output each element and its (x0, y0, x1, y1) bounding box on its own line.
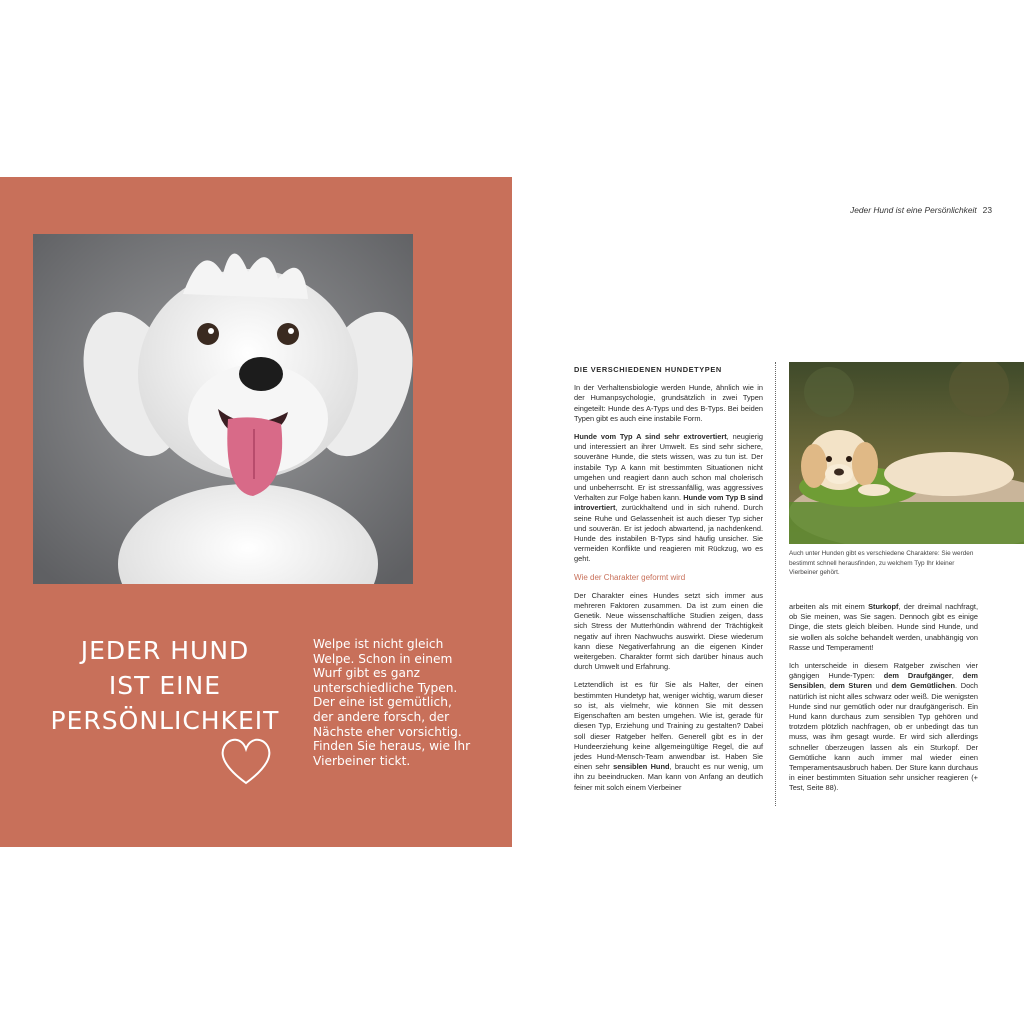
paragraph-types (574, 432, 763, 565)
white-dog-photo (33, 234, 413, 584)
text-column-right (789, 602, 978, 802)
column-divider (775, 362, 776, 806)
text-stubborn-a: arbeiten als mit einem (789, 602, 869, 611)
heart-icon (216, 733, 276, 789)
white-dog-illustration (33, 234, 413, 584)
golden-puppy-photo (789, 362, 1024, 544)
chapter-intro: Welpe ist nicht gleich Welpe. Schon in einem Wurf gibt es ganz unterschiedliche Typen. Der eine ist gemütlich, der andere forsch, der Nächste eher vorsichtig. Finden Sie heraus, wie Ihr Vierbeiner tickt. (313, 637, 471, 768)
chapter-title-line-1: JEDER HUND (80, 636, 250, 665)
separator-2: , (823, 681, 830, 691)
paragraph-intro: In der Verhaltensbiologie werden Hunde, ähnlich wie in der Humanpsychologie, grundsätzlich in zwei Typen eingeteilt: Hunde des A-Typs und des B-Typs. Bei beiden Typen gibt es auch eine instabile Form. (574, 383, 763, 423)
bold-easygoing: dem Gemütlichen (891, 681, 956, 691)
page-number: 23 (982, 205, 992, 215)
bold-type-a: Hunde vom Typ A sind sehr extrovertiert (574, 432, 727, 442)
subheading: Wie der Charakter geformt wird (574, 572, 686, 582)
bold-stubborn: Sturkopf (868, 602, 899, 611)
text-owner-b: , braucht es nur wenig, um ihn zu beeindrucken. Man kann von Anfang an deutlich feiner mit solch einem Vierbeiner (574, 762, 764, 792)
paragraph-stubborn (789, 602, 978, 653)
separator-3: und (871, 681, 892, 691)
photo-caption: Auch unter Hunden gibt es verschiedene Charaktere: Sie werden bestimmt schnell herausfinden, zu welchem Typ Ihr kleiner Vierbeiner gehört. (789, 550, 974, 576)
chapter-title-line-3: PERSÖNLICHKEIT (50, 706, 280, 735)
left-page (0, 177, 512, 847)
bold-daredevil: dem Draufgänger (883, 671, 952, 681)
separator-1: , (951, 671, 963, 681)
running-head-title: Jeder Hund ist eine Persönlichkeit (850, 205, 977, 215)
paragraph-character: Der Charakter eines Hundes setzt sich immer aus mehreren Faktoren zusammen. Da ist zum einen die Genetik. Neue wissenschaftliche Studien zeigen, dass sich Stress der Mutterhündin während der Trächtigkeit negativ auf ihren Nachwuchs auswirkt. Diese wiederum kann diese Negativerfahrung an die eigenen Kinder weitergeben. Charakter formt sich darüber hinaus auch durch Umwelt und Erfahrung. (574, 590, 763, 672)
text-stubborn-b: , der dreimal nachfragt, ob Sie meinen, was Sie sagen. Dennoch gibt es einige Dinge, die stets gleich bleiben. Hunde sind Hunde, und sie wollen als solche behandelt werden, unabhängig von Rasse und Temperament! (789, 602, 979, 652)
puppy-illustration (789, 362, 1024, 544)
paragraph-owner (574, 680, 763, 792)
text-owner-a: Letztendlich ist es für Sie als Halter, der einen bestimmten Hundetyp hat, weniger wichtig, warum dieser so ist, als vielmehr, wie können Sie mit dessen Eigenschaften am besten umgehen. Wie ist, gerade für diesen Typ, Erziehung und Training zu gestalten? Dabei soll dieser Ratgeber helfen. Generell gibt es in der Hundeerziehung keine allgemeingültige Regel, die auf jedes Hund-Mensch-Team anwendbar ist. Haben Sie einen sehr (574, 680, 763, 772)
text-four-types-b: . Doch natürlich ist nicht alles schwarz oder weiß. Die wenigsten Hunde sind nur gemütlich oder nur draufgängerisch. Ein Hund kann durchaus zum sensiblen Typ gehören und trotzdem plötzlich nachfragen, ob er unbedingt das tun muss, was ihm gesagt wurde. Er wird sich allerdings schneller überzeugen lassen als ein Sturkopf. Der Gemütliche kann auch immer mal wieder einen Temperamentsausbruch haben. Der Sture kann durchaus in einer bestimmten Situation sehr unsicher reagieren (+ Test, Seite 88). (789, 681, 978, 793)
bold-stubborn-type: dem Sturen (829, 681, 872, 691)
text-type-b: , zurückhaltend und in sich ruhend. Durch seine Ruhe und Gelassenheit ist auch dieser Typ sicher und souverän. Er ist jedoch abwartend, ja nachdenkend. Hunde des instabilen B-Typs sind häufig unsicher. Sie vermeiden Konflikte und reagieren mit Rückzug, wo es geht. (574, 503, 763, 564)
running-head (800, 205, 992, 215)
bold-sensitive: dem Sensiblen (789, 671, 978, 691)
chapter-title-line-2: IST EINE (108, 671, 222, 700)
chapter-title (20, 633, 310, 738)
bold-sensitive-dog: sensiblen Hund (613, 762, 670, 772)
paragraph-four-types (789, 661, 978, 794)
section-heading: DIE VERSCHIEDENEN HUNDETYPEN (574, 365, 722, 374)
text-column-left (574, 365, 763, 801)
bold-type-b: Hunde vom Typ B sind introvertiert (574, 493, 763, 513)
text-type-a: , neugierig und interessiert an ihrer Umwelt. Es sind sehr sichere, souveräne Hunde, die stets wissen, was zu tun ist. Der instabile Typ A kann mit bestimmten Situationen nicht umgehen und reagiert dann auch schon mal cholerisch und unbeherrscht. Er ist stressanfällig, was aggressives Verhalten zur Folge haben kann. (574, 432, 763, 503)
text-four-types-a: Ich unterscheide in diesem Ratgeber zwischen vier gängigen Hunde-Typen: (789, 661, 978, 681)
